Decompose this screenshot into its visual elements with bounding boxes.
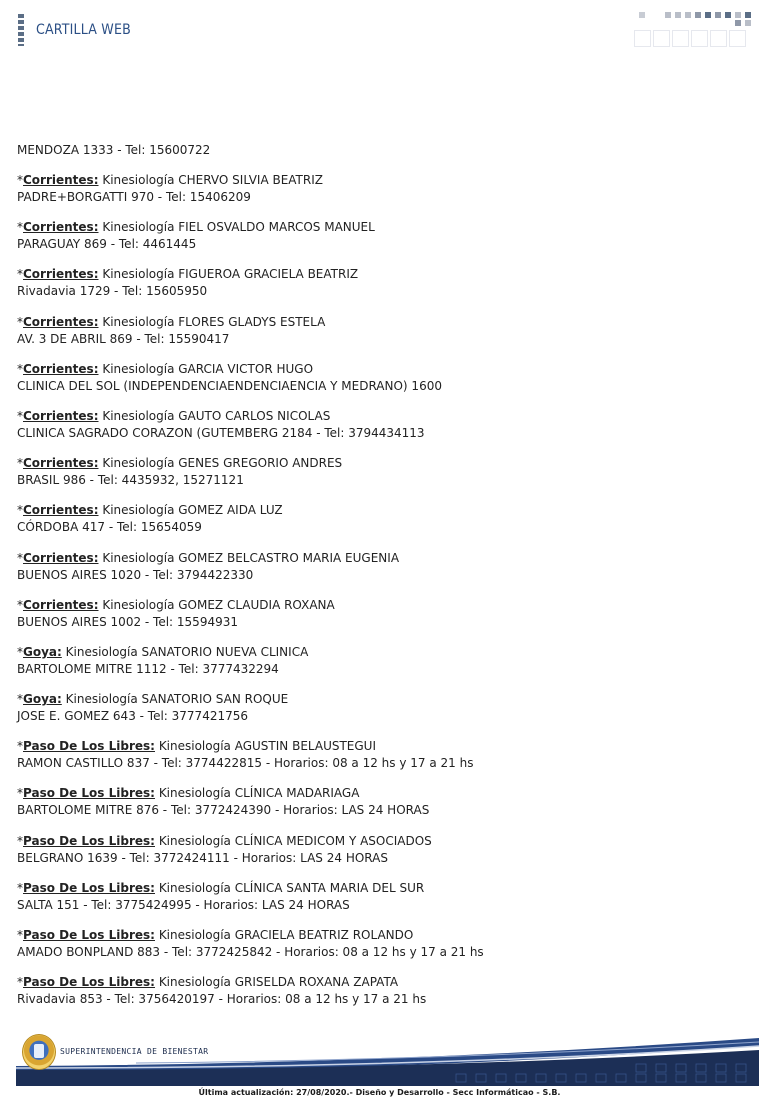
location-link[interactable]: Corrientes: (23, 173, 99, 187)
provider-line: *Corrientes: Kinesiología FIEL OSVALDO MARCOS MANUEL (17, 220, 375, 235)
list-item (17, 927, 717, 961)
provider-address: BUENOS AIRES 1020 - Tel: 3794422330 (17, 567, 254, 582)
list-item (17, 550, 717, 584)
page-footer (16, 1030, 759, 1086)
provider-name: Kinesiología FIGUEROA GRACIELA BEATRIZ (102, 267, 359, 282)
provider-name: Kinesiología CLÍNICA SANTA MARIA DEL SUR (158, 880, 425, 895)
list-item (17, 219, 717, 253)
provider-line: *Corrientes: Kinesiología FLORES GLADYS ESTELA (17, 314, 326, 329)
provider-address: AV. 3 DE ABRIL 869 - Tel: 15590417 (17, 331, 230, 346)
location-link[interactable]: Corrientes: (23, 503, 99, 518)
list-item (17, 266, 717, 300)
provider-name: Kinesiología GENES GREGORIO ANDRES (102, 456, 343, 471)
list-item (17, 644, 717, 678)
provider-name: Kinesiología CLÍNICA MEDICOM Y ASOCIADOS (158, 833, 432, 848)
provider-line: *Paso De Los Libres: Kinesiología CLÍNICA SANTA MARIA DEL SUR (17, 880, 425, 895)
location-link[interactable]: Paso De Los Libres: (23, 833, 155, 848)
provider-address: RAMON CASTILLO 837 - Tel: 3774422815 - Horarios: 08 a 12 hs y 17 a 21 hs (17, 756, 474, 771)
provider-name: Kinesiología SANATORIO NUEVA CLINICA (65, 644, 309, 659)
footer-wave (16, 1030, 759, 1086)
provider-address: BUENOS AIRES 1002 - Tel: 15594931 (17, 614, 238, 629)
location-link[interactable]: Corrientes: (23, 314, 99, 329)
provider-line: *Corrientes: Kinesiología FIGUEROA GRACIELA BEATRIZ (17, 267, 359, 282)
org-name: SUPERINTENDENCIA DE BIENESTAR (60, 1047, 209, 1056)
provider-line: *Corrientes: Kinesiología GOMEZ CLAUDIA ROXANA (17, 597, 335, 612)
page-title: CARTILLA WEB (36, 22, 131, 38)
provider-name: Kinesiología GARCIA VICTOR HUGO (102, 361, 314, 376)
provider-list (17, 142, 717, 1021)
list-item (17, 691, 717, 725)
list-item (17, 314, 717, 348)
list-item (17, 361, 717, 395)
provider-line: *Goya: Kinesiología SANATORIO SAN ROQUE (17, 692, 289, 707)
provider-name: Kinesiología GAUTO CARLOS NICOLAS (102, 408, 331, 423)
provider-address: JOSE E. GOMEZ 643 - Tel: 3777421756 (17, 709, 248, 724)
location-link[interactable]: Corrientes: (23, 597, 99, 612)
provider-line: *Corrientes: Kinesiología GOMEZ AIDA LUZ (17, 503, 283, 518)
provider-name: Kinesiología CHERVO SILVIA BEATRIZ (102, 173, 323, 187)
provider-address: BRASIL 986 - Tel: 4435932, 15271121 (17, 473, 244, 488)
list-item (17, 785, 717, 819)
location-link[interactable]: Paso De Los Libres: (23, 975, 155, 990)
provider-line: *Corrientes: Kinesiología GAUTO CARLOS NICOLAS (17, 408, 331, 423)
provider-name: Kinesiología GOMEZ AIDA LUZ (102, 503, 283, 518)
provider-address: BARTOLOME MITRE 1112 - Tel: 3777432294 (17, 661, 279, 676)
provider-line: *Paso De Los Libres: Kinesiología GRISELDA ROXANA ZAPATA (17, 975, 399, 990)
seal-icon (22, 1034, 56, 1070)
header-pattern-icon (634, 10, 759, 50)
location-link[interactable]: Paso De Los Libres: (23, 880, 155, 895)
provider-address: PARAGUAY 869 - Tel: 4461445 (17, 237, 197, 252)
provider-address: CLINICA SAGRADO CORAZON (GUTEMBERG 2184 - Tel: 3794434113 (17, 425, 425, 440)
list-item (17, 455, 717, 489)
provider-address: Rivadavia 853 - Tel: 3756420197 - Horarios: 08 a 12 hs y 17 a 21 hs (17, 992, 427, 1007)
location-link[interactable]: Corrientes: (23, 361, 99, 376)
location-link[interactable]: Corrientes: (23, 456, 99, 471)
provider-line: *Goya: Kinesiología SANATORIO NUEVA CLINICA (17, 644, 309, 659)
list-item (17, 974, 717, 1008)
provider-name: Kinesiología FIEL OSVALDO MARCOS MANUEL (102, 220, 375, 235)
page-header (0, 0, 759, 60)
provider-line: *Paso De Los Libres: Kinesiología GRACIELA BEATRIZ ROLANDO (17, 928, 414, 942)
provider-address: CLINICA DEL SOL (INDEPENDENCIAENDENCIAENCIA Y MEDRANO) 1600 (17, 378, 442, 393)
last-update: Última actualización: 27/08/2020.- Diseño y Desarrollo - Secc Informáticao - S.B. (198, 1088, 561, 1097)
list-item (17, 738, 717, 772)
provider-name: Kinesiología GRACIELA BEATRIZ ROLANDO (158, 928, 414, 942)
provider-name: Kinesiología AGUSTIN BELAUSTEGUI (158, 739, 377, 754)
list-item (17, 502, 717, 536)
location-link[interactable]: Corrientes: (23, 220, 99, 235)
location-link[interactable]: Paso De Los Libres: (23, 928, 155, 942)
provider-address: BARTOLOME MITRE 876 - Tel: 3772424390 - Horarios: LAS 24 HORAS (17, 803, 430, 818)
list-item (17, 597, 717, 631)
location-link[interactable]: Paso De Los Libres: (23, 786, 155, 801)
list-item (17, 833, 717, 867)
header-bar-icon (18, 14, 24, 46)
provider-name: Kinesiología FLORES GLADYS ESTELA (102, 314, 326, 329)
location-link[interactable]: Corrientes: (23, 550, 99, 565)
provider-name: Kinesiología SANATORIO SAN ROQUE (65, 692, 289, 707)
location-link[interactable]: Corrientes: (23, 408, 99, 423)
provider-address: SALTA 151 - Tel: 3775424995 - Horarios: LAS 24 HORAS (17, 897, 350, 912)
provider-address: AMADO BONPLAND 883 - Tel: 3772425842 - Horarios: 08 a 12 hs y 17 a 21 hs (17, 945, 484, 959)
provider-name: Kinesiología CLÍNICA MADARIAGA (158, 786, 360, 801)
list-item (17, 172, 717, 206)
provider-address: CÓRDOBA 417 - Tel: 15654059 (17, 520, 202, 535)
provider-name: Kinesiología GOMEZ BELCASTRO MARIA EUGENIA (102, 550, 400, 565)
provider-line: *Corrientes: Kinesiología CHERVO SILVIA BEATRIZ (17, 173, 323, 187)
provider-address: PADRE+BORGATTI 970 - Tel: 15406209 (17, 190, 251, 204)
provider-line: *Paso De Los Libres: Kinesiología CLÍNICA MADARIAGA (17, 786, 360, 801)
provider-name: Kinesiología GOMEZ CLAUDIA ROXANA (102, 597, 335, 612)
provider-name: Kinesiología GRISELDA ROXANA ZAPATA (158, 975, 399, 990)
provider-line: *Corrientes: Kinesiología GARCIA VICTOR HUGO (17, 361, 314, 376)
location-link[interactable]: Goya: (23, 692, 62, 707)
location-link[interactable]: Paso De Los Libres: (23, 739, 155, 754)
location-link[interactable]: Corrientes: (23, 267, 99, 282)
provider-line: *Corrientes: Kinesiología GOMEZ BELCASTRO MARIA EUGENIA (17, 550, 400, 565)
list-item (17, 880, 717, 914)
provider-line: *Paso De Los Libres: Kinesiología AGUSTIN BELAUSTEGUI (17, 739, 377, 754)
location-link[interactable]: Goya: (23, 644, 62, 659)
list-item (17, 408, 717, 442)
provider-line: *Corrientes: Kinesiología GENES GREGORIO ANDRES (17, 456, 343, 471)
provider-line: *Paso De Los Libres: Kinesiología CLÍNICA MEDICOM Y ASOCIADOS (17, 833, 432, 848)
provider-address: BELGRANO 1639 - Tel: 3772424111 - Horarios: LAS 24 HORAS (17, 850, 388, 865)
provider-address: Rivadavia 1729 - Tel: 15605950 (17, 284, 208, 299)
continued-address: MENDOZA 1333 - Tel: 15600722 (17, 143, 211, 157)
